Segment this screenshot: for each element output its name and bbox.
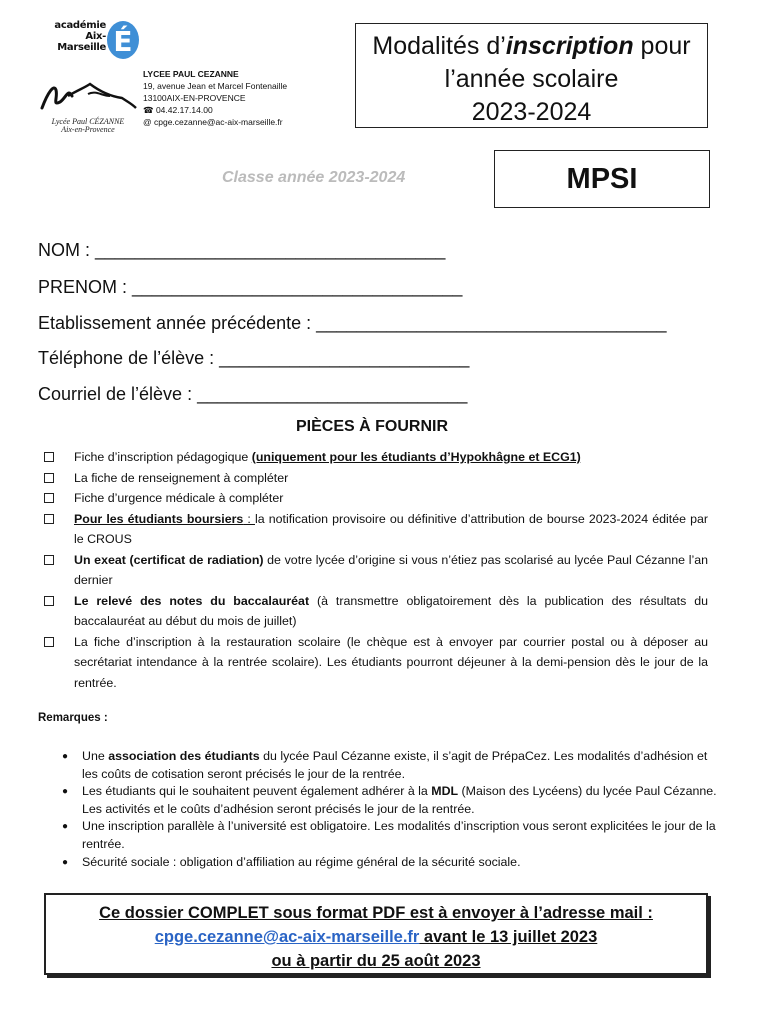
- submission-deadline: ou à partir du 25 août 2023: [271, 952, 481, 970]
- lycee-logo: [38, 74, 138, 136]
- list-item: Fiche d’urgence médicale à compléter: [44, 488, 708, 509]
- pieces-title: PIÈCES À FOURNIR: [295, 418, 448, 435]
- checkbox[interactable]: [44, 555, 54, 565]
- checkbox[interactable]: [44, 596, 54, 606]
- document-title: Modalités d’inscription pour l’année scolaire 2023-2024: [355, 23, 708, 128]
- school-address: [143, 68, 287, 128]
- submission-email-link[interactable]: cpge.cezanne@ac-aix-marseille.fr: [154, 928, 420, 946]
- pieces-list: [44, 447, 708, 693]
- checkbox[interactable]: [44, 493, 54, 503]
- academie-logo-text: académie Aix-Marseille: [54, 20, 106, 53]
- list-item: ● Les étudiants qui le souhaitent peuvent également adhérer à la MDL (Maison des Lycéens) du lycée Paul Cézanne. Les activités et le coûts d’adhésion seront précisés le jour de la rentrée.: [62, 784, 717, 816]
- mountain-signature-icon: [38, 74, 138, 118]
- school-phone: ☎ 04.42.17.14.00: [143, 105, 213, 115]
- lycee-logo-city: Aix-en-Provence: [61, 125, 115, 134]
- bullet-icon: ●: [62, 821, 69, 833]
- school-street: 19, avenue Jean et Marcel Fontenaille: [143, 81, 288, 91]
- telephone-field[interactable]: Téléphone de l’élève : _________________________: [38, 348, 470, 368]
- academie-e-icon: [106, 14, 140, 60]
- checkbox[interactable]: [44, 473, 54, 483]
- courriel-field[interactable]: Courriel de l’élève : ___________________________: [38, 384, 468, 404]
- nom-field[interactable]: NOM : ___________________________________: [38, 240, 446, 260]
- checkbox[interactable]: [44, 637, 54, 647]
- bullet-icon: ●: [62, 751, 69, 762]
- filiere-box: MPSI: [494, 150, 710, 208]
- checkbox[interactable]: [44, 452, 54, 462]
- lycee-logo-caption: Lycée Paul CÉZANNE: [51, 117, 125, 126]
- list-item: Pour les étudiants boursiers : la notification provisoire ou définitive d’attribution de bourse 2023-2024 éditée par le CROUS: [44, 509, 708, 550]
- academie-logo: [48, 14, 140, 64]
- school-name: LYCEE PAUL CEZANNE: [143, 69, 239, 79]
- checkbox[interactable]: [44, 514, 54, 524]
- prenom-field[interactable]: PRENOM : _________________________________: [38, 277, 463, 297]
- school-city: 13100AIX-EN-PROVENCE: [143, 93, 246, 103]
- list-item: La fiche d’inscription à la restauration scolaire (le chèque est à envoyer par courrier postal ou à déposer au secrétariat intendance à la rentrée scolaire). Les étudiants pourront déjeuner à la demi-pension dès le jour de la rentrée.: [44, 632, 708, 694]
- classe-year: Classe année 2023-2024: [222, 169, 406, 186]
- bullet-icon: ●: [62, 856, 69, 868]
- svg-text:É: É: [113, 25, 133, 58]
- remarques-title: Remarques :: [38, 712, 108, 724]
- school-email: @ cpge.cezanne@ac-aix-marseille.fr: [143, 117, 283, 127]
- list-item: ● Sécurité sociale : obligation d’affiliation au régime général de la sécurité sociale.: [62, 854, 722, 872]
- submission-instruction: Ce dossier COMPLET sous format PDF est à envoyer à l’adresse mail :: [99, 904, 653, 922]
- bullet-icon: ●: [62, 786, 69, 798]
- list-item: Un exeat (certificat de radiation) de votre lycée d’origine si vous n’étiez pas scolarisé au lycée Paul Cézanne l’an dernier: [44, 550, 708, 591]
- list-item: ● Une association des étudiants du lycée Paul Cézanne existe, il s’agit de PrépaCez. Les modalités d’adhésion et les coûts de cotisation seront précisés le jour de la rentrée.: [62, 749, 708, 781]
- submission-box: Ce dossier COMPLET sous format PDF est à envoyer à l’adresse mail : cpge.cezanne@ac-aix-marseille.fr avant le 13 juillet 2023 ou à partir du 25 août 2023: [44, 893, 708, 975]
- remarques-list: [62, 748, 722, 871]
- list-item: Le relevé des notes du baccalauréat (à transmettre obligatoirement dès la publication des résultats du baccalauréat au début du mois de juillet): [44, 591, 708, 632]
- list-item: La fiche de renseignement à compléter: [44, 468, 708, 489]
- list-item: ● Une inscription parallèle à l’université est obligatoire. Les modalités d’inscription vous seront explicitées le jour de la rentrée.: [62, 819, 716, 851]
- list-item: Fiche d’inscription pédagogique (uniquement pour les étudiants d’Hypokhâgne et ECG1): [44, 447, 708, 468]
- etablissement-field[interactable]: Etablissement année précédente : ___________________________________: [38, 313, 667, 333]
